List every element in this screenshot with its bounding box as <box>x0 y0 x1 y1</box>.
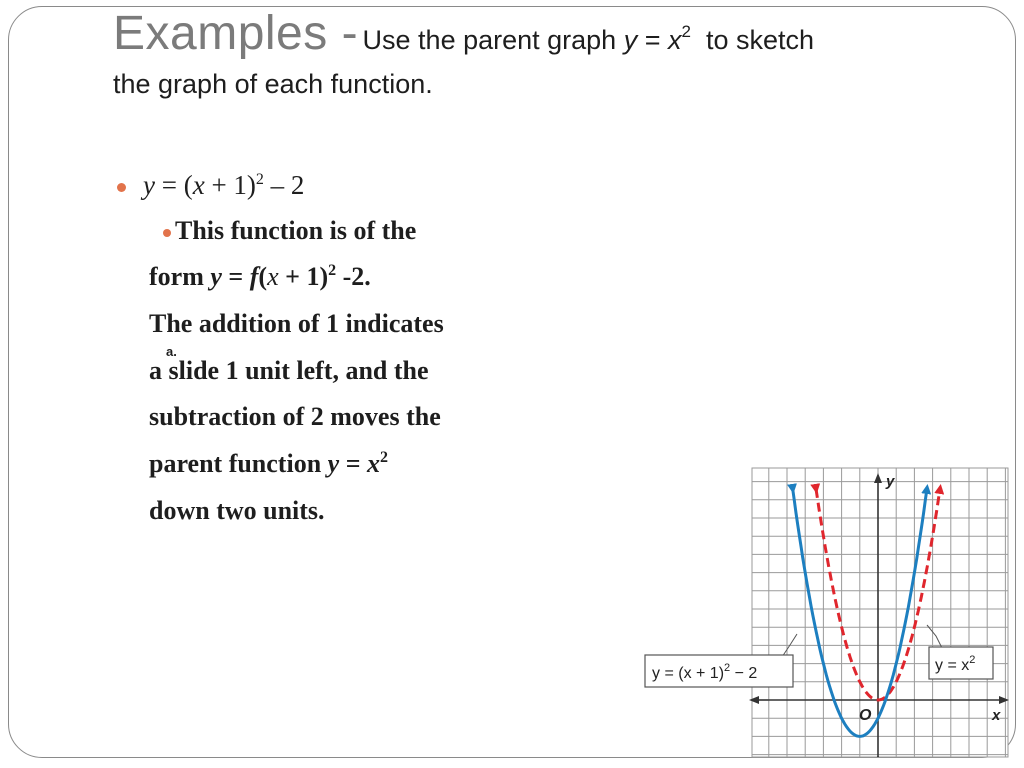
x-axis-label: x <box>992 707 1001 724</box>
explanation-line-1: The addition of 1 indicates <box>149 309 444 338</box>
bullet-equation: $y = (x + 1)^2 - 2$ <box>143 170 305 200</box>
title-examples: Examples - <box>113 7 359 60</box>
shifted-label: $y = (x + 1)^2 - 2$ <box>652 662 758 682</box>
explanation-line-3: subtraction of 2 moves the <box>149 402 441 431</box>
sub-bullet-dot <box>163 229 171 237</box>
origin-label: O <box>859 707 872 724</box>
explanation-line-5: down two units. <box>149 496 325 525</box>
parent-label: $y = x^2$ <box>935 654 976 674</box>
title-lead: Use the parent graph $y = x^2$ to sketch <box>362 22 815 55</box>
slide-title <box>113 6 993 99</box>
form-line: form $y = f(x + 1)^2$ -2. <box>149 262 371 291</box>
title-line2: the graph of each function. <box>113 69 433 99</box>
explanation-line-2: a slide 1 unit left, and the <box>149 356 429 385</box>
sub-bullet-text: This function is of the <box>175 216 417 245</box>
parabola-graph <box>641 465 1016 763</box>
figure-label: a. <box>166 344 177 359</box>
explanation-line-4: parent function $y = x^2$ <box>149 449 389 478</box>
y-axis-label: y <box>886 473 895 490</box>
bullet-dot <box>117 183 126 192</box>
